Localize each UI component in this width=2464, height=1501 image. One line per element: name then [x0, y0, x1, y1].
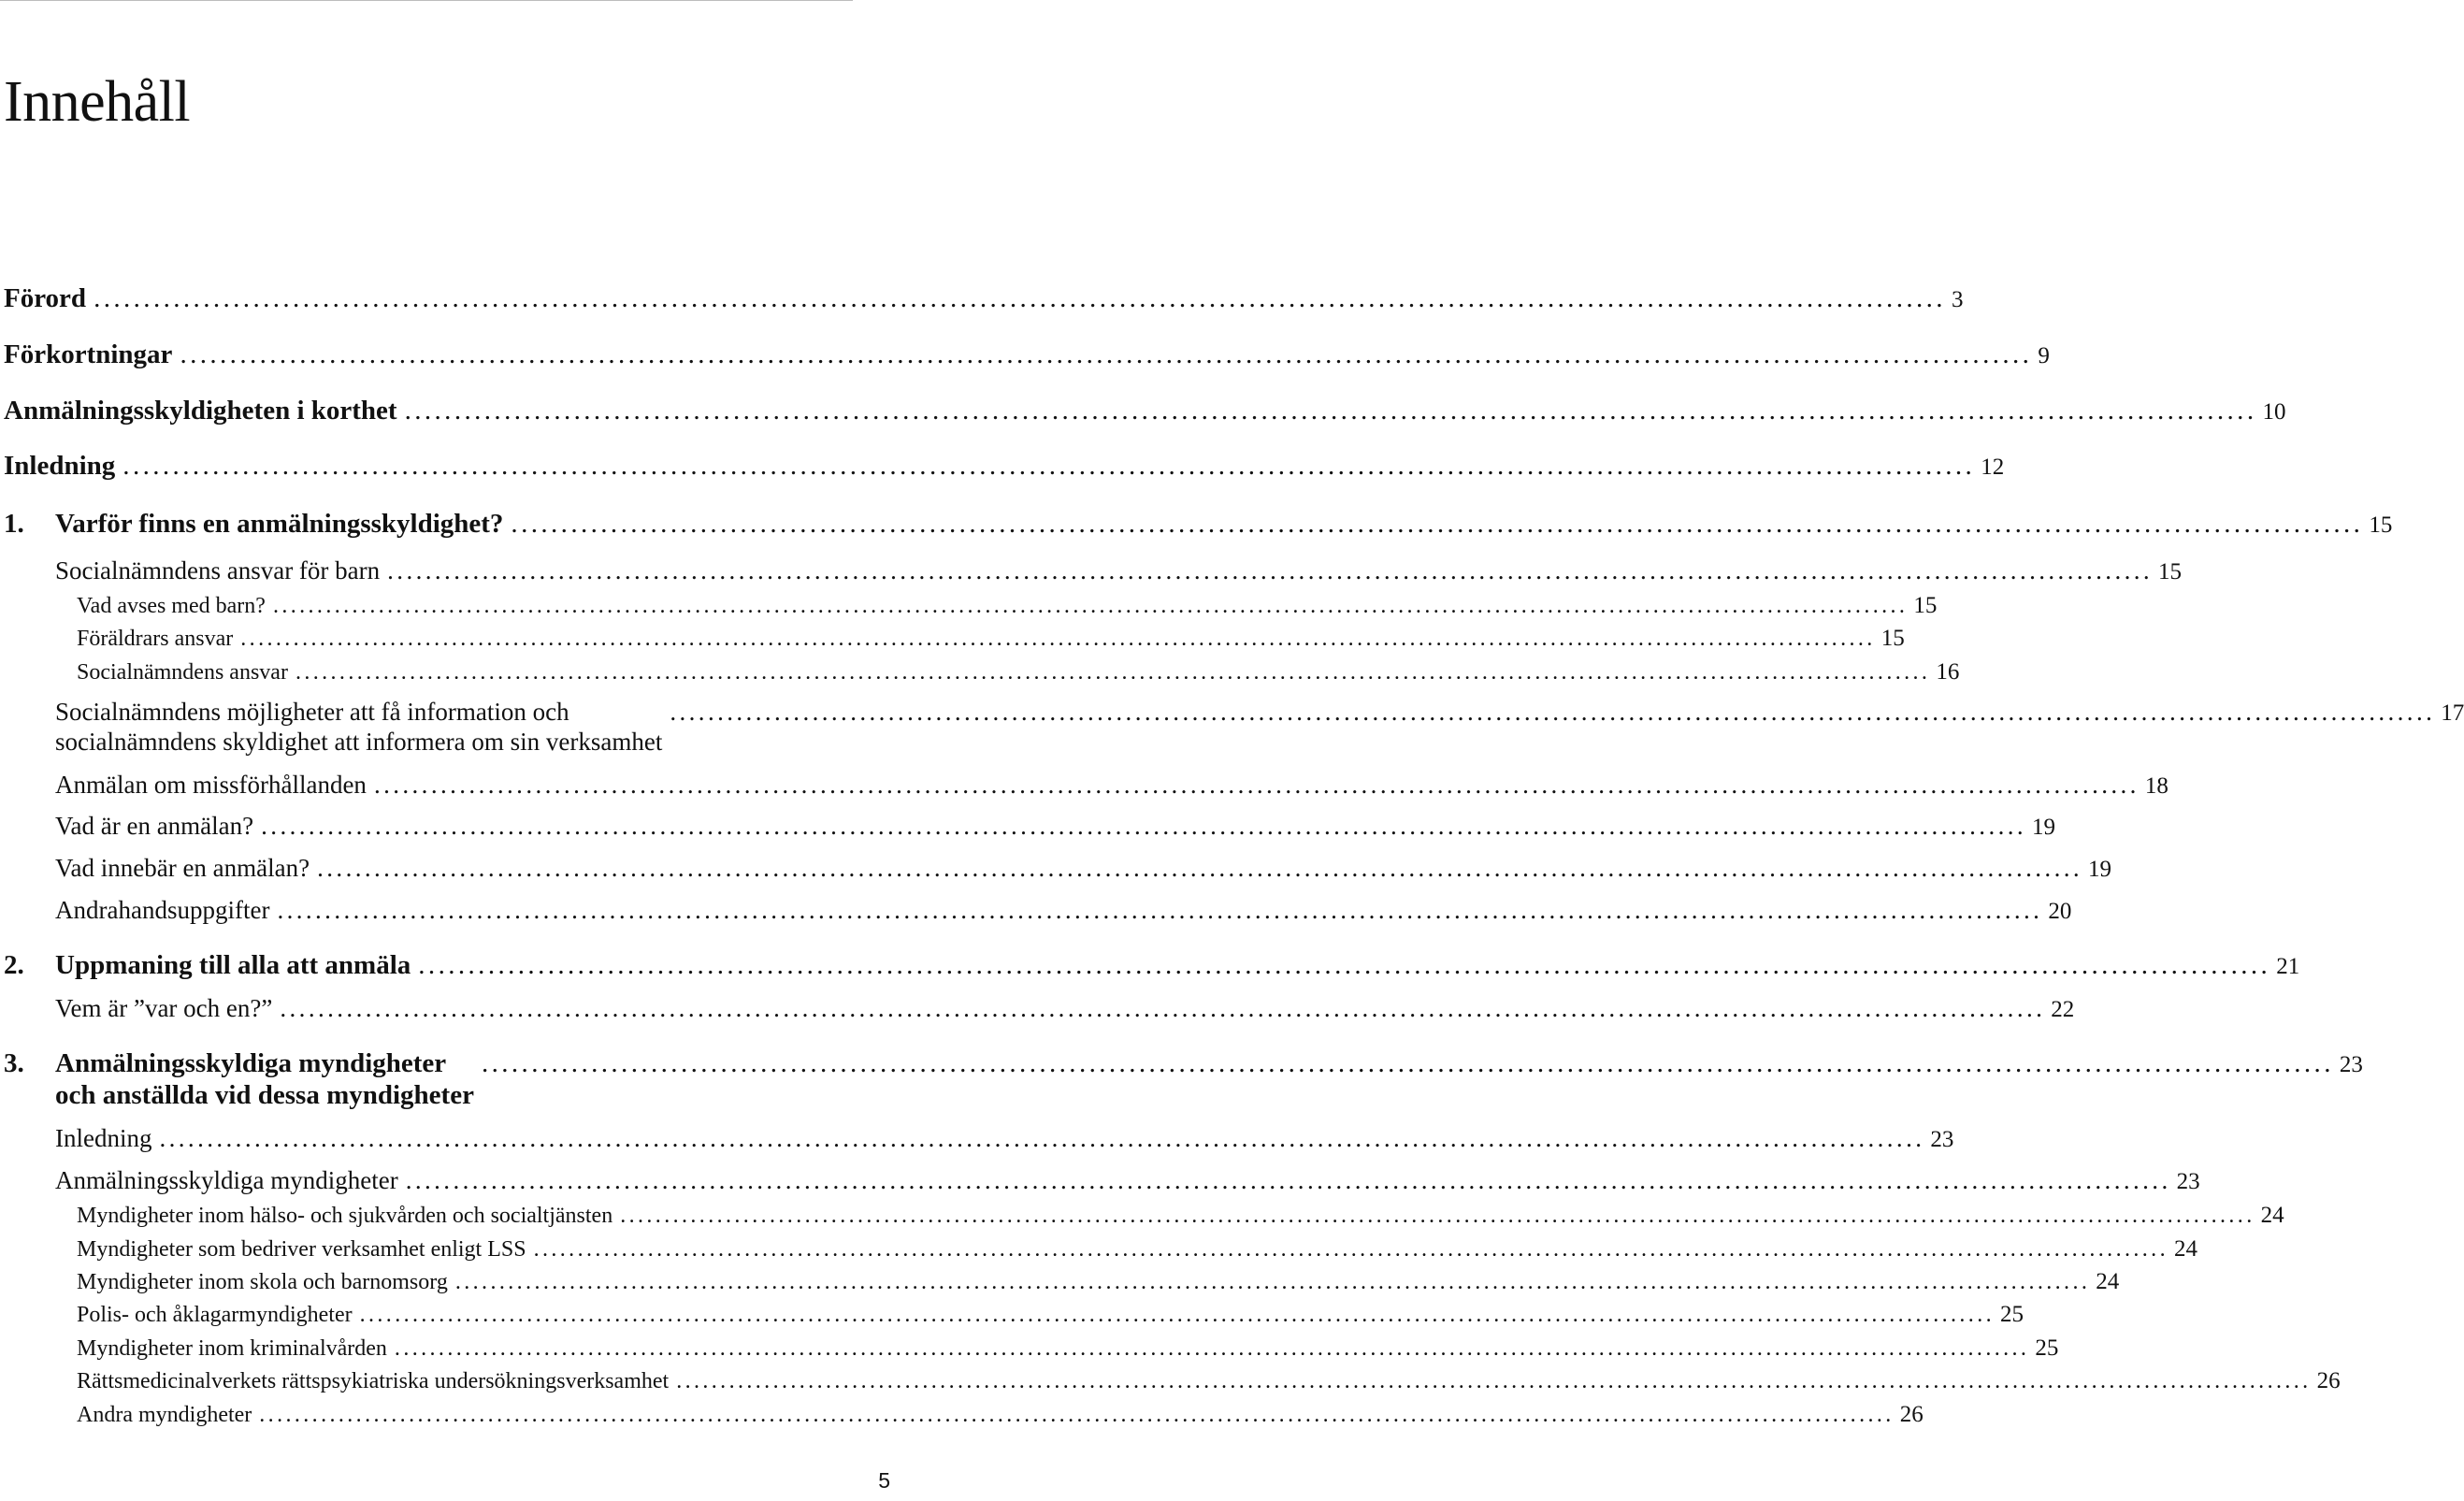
toc-page-number: 3: [1951, 287, 1964, 312]
dot-leader: ..........................................................................................................................................................................................: [259, 1403, 1895, 1427]
toc-page-number: 15: [2369, 512, 2393, 538]
toc-page-number: 12: [1981, 455, 2005, 480]
toc-entry-label: Andrahandsuppgifter: [55, 896, 270, 924]
toc-entry-label: Myndigheter inom hälso- och sjukvården och socialtjänsten: [77, 1204, 613, 1228]
toc-page-number: 19: [2088, 857, 2112, 882]
toc-page-number: 18: [2144, 773, 2169, 799]
toc-entry-label: Föräldrars ansvar: [77, 627, 234, 651]
dot-leader: ..........................................................................................................................................................................................: [405, 1166, 2171, 1194]
dot-leader: ..........................................................................................................................................................................................: [295, 660, 1931, 685]
dot-leader: ..........................................................................................................................................................................................: [277, 896, 2043, 924]
toc-page-number: 23: [2339, 1052, 2363, 1077]
toc-entry-label-line2: socialnämndens skyldighet att informera om sin verksamhet: [55, 728, 663, 756]
toc-entry-label: Anmälan om missförhållanden: [55, 771, 367, 799]
toc-entry-label: Myndigheter inom kriminalvården: [77, 1336, 387, 1361]
toc-page-number: 24: [2260, 1203, 2284, 1228]
toc-entry-label: Polis- och åklagarmyndigheter: [77, 1303, 353, 1327]
toc-page-number: 24: [2173, 1236, 2197, 1262]
toc-page-number: 25: [2035, 1335, 2059, 1361]
dot-leader: ..........................................................................................................................................................................................: [317, 854, 2083, 882]
toc-entry-label: Myndigheter som bedriver verksamhet enligt LSS: [77, 1237, 526, 1262]
dot-leader: ..........................................................................................................................................................................................: [533, 1237, 2169, 1262]
toc-entry-label: Vem är ”var och en?”: [55, 994, 273, 1022]
dot-leader: ..........................................................................................................................................................................................: [359, 1303, 1995, 1327]
dot-leader: ..........................................................................................................................................................................................: [670, 698, 2436, 726]
toc-page-number: 26: [2316, 1368, 2341, 1393]
toc-entry-label: Anmälningsskyldiga myndigheter: [55, 1166, 398, 1194]
dot-leader: ..........................................................................................................................................................................................: [94, 283, 1946, 313]
toc-entry-label: Andra myndigheter: [77, 1403, 252, 1427]
dot-leader: ..........................................................................................................................................................................................: [180, 339, 2033, 369]
toc-page-number: 17: [2441, 700, 2464, 726]
toc-entry-label: Vad är en anmälan?: [55, 812, 254, 840]
toc-entry-label: Vad innebär en anmälan?: [55, 854, 310, 882]
page-number: 5: [878, 1468, 890, 1493]
chapter-number: 3.: [4, 1048, 24, 1078]
dot-leader: ..........................................................................................................................................................................................: [387, 556, 2154, 585]
dot-leader: ..........................................................................................................................................................................................: [280, 994, 2046, 1022]
dot-leader: ..........................................................................................................................................................................................: [676, 1369, 2312, 1393]
toc-page-number: 9: [2038, 343, 2050, 368]
dot-leader: ..........................................................................................................................................................................................: [373, 771, 2140, 799]
toc-entry-label: Varför finns en anmälningsskyldighet?: [55, 509, 504, 539]
dot-leader: ..........................................................................................................................................................................................: [481, 1048, 2334, 1078]
toc-entry-label: Socialnämndens ansvar: [77, 660, 288, 685]
toc-page-number: 26: [1899, 1402, 1924, 1427]
dot-leader: ..........................................................................................................................................................................................: [261, 812, 2027, 840]
toc-entry-label: Myndigheter inom skola och barnomsorg: [77, 1270, 448, 1294]
toc-entry-label-line1: Anmälningsskyldiga myndigheter: [55, 1048, 447, 1078]
toc-entry-label: Förkortningar: [4, 339, 173, 369]
toc-entry-label: Förord: [4, 283, 87, 313]
dot-leader: ..........................................................................................................................................................................................: [159, 1124, 1925, 1152]
toc-entry-label: Inledning: [55, 1124, 152, 1152]
toc-page-number: 15: [2158, 559, 2183, 585]
toc-entry-label: Uppmaning till alla att anmäla: [55, 950, 411, 980]
dot-leader: ..........................................................................................................................................................................................: [394, 1336, 2030, 1361]
toc-entry-label: Socialnämndens ansvar för barn: [55, 556, 381, 585]
toc-page-number: 15: [1880, 626, 1905, 651]
toc-entry-label-line2: och anställda vid dessa myndigheter: [55, 1080, 474, 1110]
toc-page-number: 23: [2176, 1169, 2200, 1194]
dot-leader: ..........................................................................................................................................................................................: [240, 627, 1876, 651]
toc-entry-label-line1: Socialnämndens möjligheter att få information och: [55, 698, 569, 726]
toc-page-number: 10: [2262, 399, 2286, 425]
toc-page-number: 23: [1930, 1127, 1954, 1152]
toc-page-number: 25: [2000, 1302, 2024, 1327]
toc-page-number: 19: [2032, 815, 2056, 840]
chapter-number: 2.: [4, 950, 24, 980]
toc-page-number: 15: [1913, 593, 1938, 618]
toc-entry-label: Anmälningsskyldigheten i korthet: [4, 396, 397, 426]
dot-leader: ..........................................................................................................................................................................................: [272, 594, 1909, 618]
toc-entry-label: Vad avses med barn?: [77, 594, 266, 618]
chapter-number: 1.: [4, 509, 24, 539]
dot-leader: ..........................................................................................................................................................................................: [454, 1270, 2091, 1294]
dot-leader: ..........................................................................................................................................................................................: [404, 396, 2257, 426]
toc-page-number: 20: [2048, 899, 2072, 924]
dot-leader: ..........................................................................................................................................................................................: [122, 451, 1976, 481]
toc-page-number: 16: [1936, 659, 1960, 685]
toc-entry-label: Rättsmedicinalverkets rättspsykiatriska undersökningsverksamhet: [77, 1369, 670, 1393]
dot-leader: ..........................................................................................................................................................................................: [511, 509, 2364, 539]
toc-entry-label: Inledning: [4, 451, 116, 481]
toc-page-number: 24: [2096, 1269, 2120, 1294]
dot-leader: ..........................................................................................................................................................................................: [620, 1204, 2255, 1228]
toc-page-number: 21: [2276, 954, 2300, 979]
page-title: Innehåll: [4, 70, 191, 134]
toc-page-number: 22: [2051, 997, 2075, 1022]
dot-leader: ..........................................................................................................................................................................................: [418, 950, 2271, 980]
